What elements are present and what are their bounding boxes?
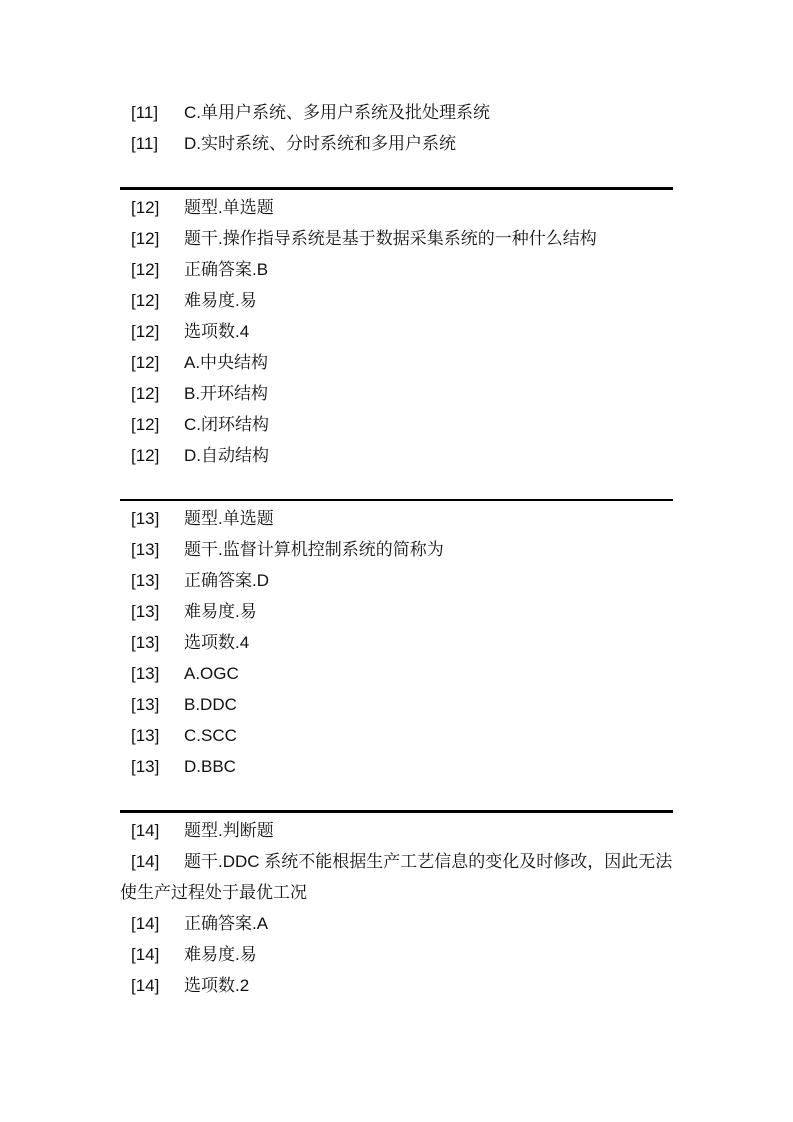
question-text: 题干.操作指导系统是基于数据采集系统的一种什么结构 [184, 228, 597, 248]
question-text: 选项数.4 [184, 633, 250, 652]
question-line [120, 378, 673, 409]
question-line [120, 97, 673, 128]
question-number: [13] [131, 540, 160, 559]
question-number: [11] [131, 103, 159, 122]
question-text: 选项数.2 [184, 975, 250, 995]
question-line [120, 720, 673, 751]
question-block [120, 503, 673, 782]
document-page [120, 97, 673, 1001]
question-number: [14] [131, 851, 160, 871]
question-number: [14] [131, 975, 160, 995]
question-number: [13] [131, 571, 160, 590]
question-line [120, 347, 673, 378]
question-text: A.OGC [184, 664, 239, 683]
question-text: 题干.监督计算机控制系统的简称为 [184, 540, 444, 559]
question-line [120, 316, 673, 347]
question-line [120, 846, 673, 908]
question-number: [12] [131, 445, 160, 465]
question-text: D.自动结构 [184, 445, 269, 465]
question-number: [13] [131, 633, 160, 652]
question-number: [12] [131, 352, 160, 372]
question-line [120, 970, 673, 1001]
question-text: 题型.单选题 [184, 197, 274, 217]
question-text: C.SCC [184, 726, 237, 745]
question-number: [14] [131, 944, 160, 964]
question-number: [12] [131, 383, 160, 403]
question-number: [12] [131, 259, 160, 279]
question-block [120, 192, 673, 471]
question-line [120, 285, 673, 316]
question-text: 正确答案.D [184, 571, 269, 590]
question-number: [14] [131, 913, 160, 933]
question-line [120, 908, 673, 939]
question-number: [13] [131, 509, 160, 528]
question-text: 难易度.易 [184, 944, 257, 964]
question-number: [13] [131, 602, 160, 621]
question-line [120, 565, 673, 596]
question-text: C.单用户系统、多用户系统及批处理系统 [184, 103, 490, 122]
question-number: [14] [131, 820, 160, 840]
question-line [120, 815, 673, 846]
question-line [120, 658, 673, 689]
question-text: 难易度.易 [184, 602, 257, 621]
section-divider [120, 810, 673, 813]
question-line [120, 534, 673, 565]
question-line [120, 596, 673, 627]
question-text: 题干.DDC 系统不能根据生产工艺信息的变化及时修改，因此无法使生产过程处于最优工况 [120, 851, 673, 902]
question-line [120, 503, 673, 534]
question-number: [12] [131, 290, 160, 310]
question-number: [11] [131, 134, 159, 153]
question-text: D.BBC [184, 757, 236, 776]
section-divider [120, 499, 673, 502]
question-text: B.开环结构 [184, 383, 269, 403]
question-number: [13] [131, 726, 160, 745]
question-block [120, 97, 673, 159]
question-number: [12] [131, 321, 160, 341]
question-number: [12] [131, 197, 160, 217]
question-number: [12] [131, 228, 160, 248]
question-line [120, 939, 673, 970]
question-line [120, 409, 673, 440]
question-text: C.闭环结构 [184, 414, 269, 434]
question-line [120, 627, 673, 658]
question-text: 正确答案.B [184, 259, 269, 279]
question-block [120, 815, 673, 1001]
question-text: 选项数.4 [184, 321, 250, 341]
question-line [120, 440, 673, 471]
question-number: [13] [131, 664, 160, 683]
question-line [120, 689, 673, 720]
question-line [120, 254, 673, 285]
question-number: [13] [131, 757, 160, 776]
question-line [120, 751, 673, 782]
question-text: B.DDC [184, 695, 237, 714]
section-divider [120, 187, 673, 190]
question-line [120, 192, 673, 223]
question-text: D.实时系统、分时系统和多用户系统 [184, 134, 456, 153]
question-text: 正确答案.A [184, 913, 269, 933]
question-number: [12] [131, 414, 160, 434]
question-line [120, 223, 673, 254]
question-text: 题型.判断题 [184, 820, 274, 840]
question-line [120, 128, 673, 159]
question-text: 题型.单选题 [184, 509, 274, 528]
question-text: A.中央结构 [184, 352, 269, 372]
question-number: [13] [131, 695, 160, 714]
question-text: 难易度.易 [184, 290, 257, 310]
